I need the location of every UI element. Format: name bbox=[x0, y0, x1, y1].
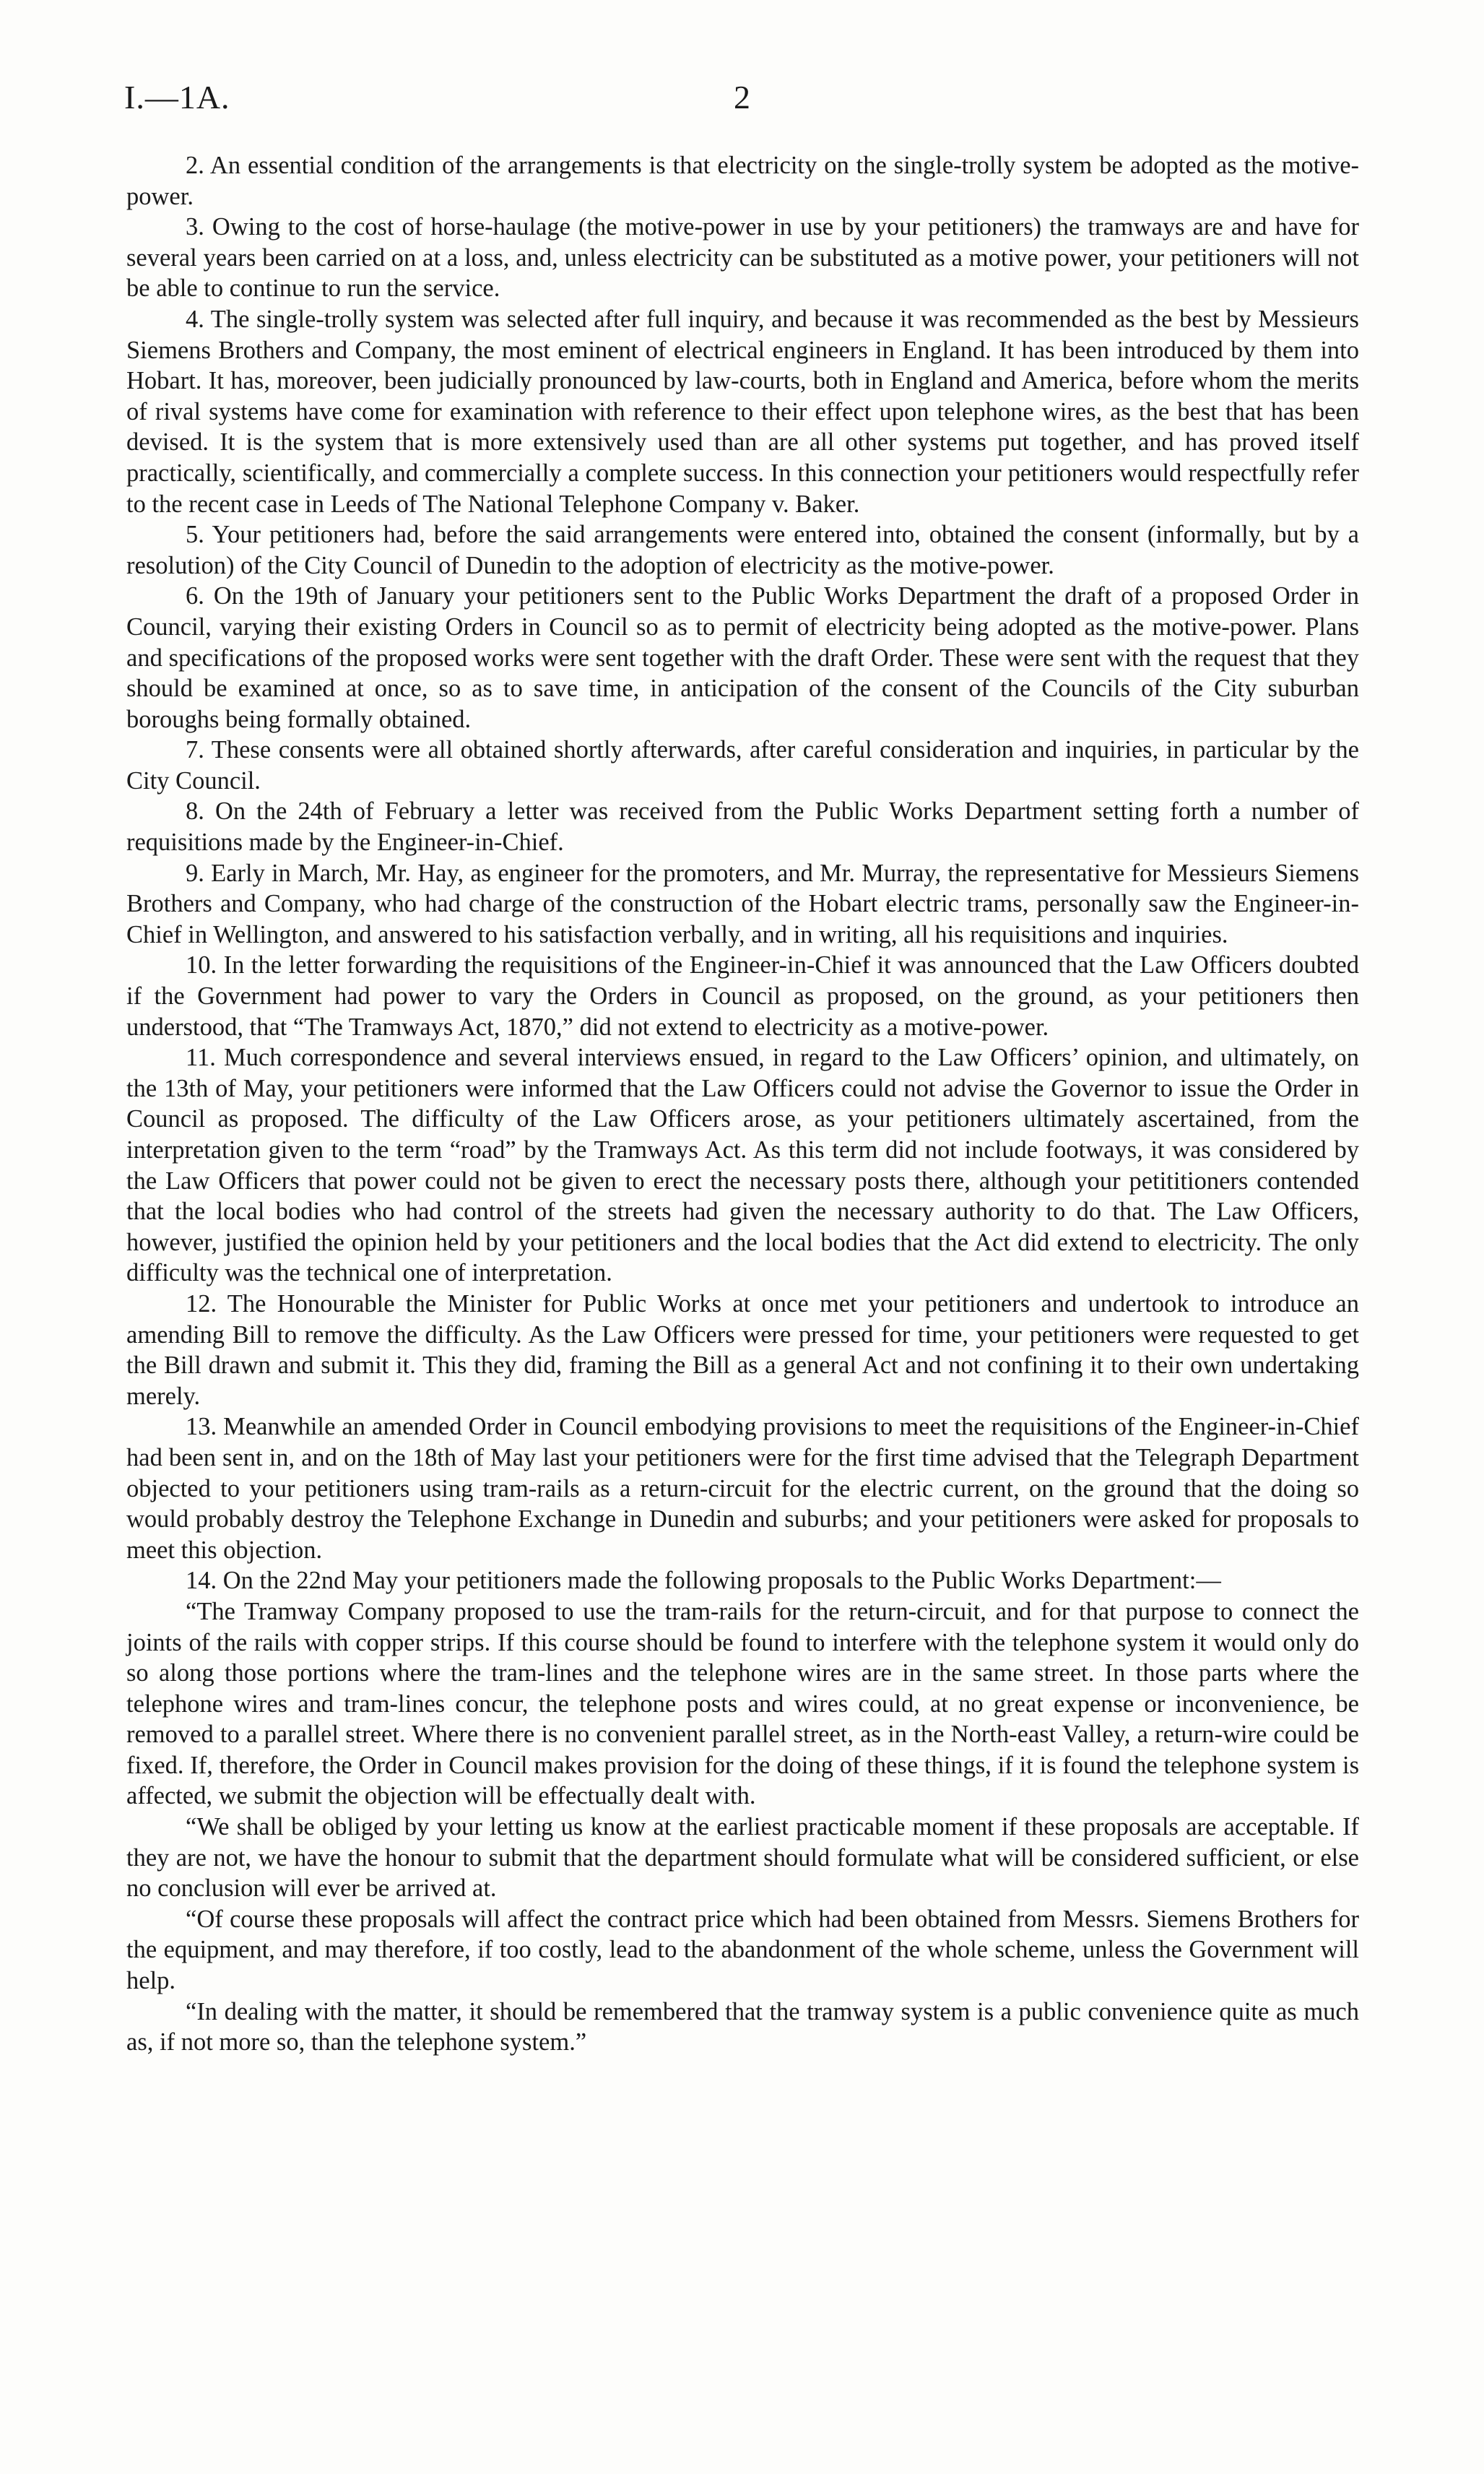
paragraph-10: 10. In the letter forwarding the requisitions of the Engineer-in-Chief it was announced that the Law Officers doubted if the Government had power to vary the Orders in Council as proposed, on the ground, as your petitioners then understood, that “The Tramways Act, 1870,” did not extend to electricity as a motive-power. bbox=[126, 951, 1359, 1041]
quoted-paragraph-1: “The Tramway Company proposed to use the tram-rails for the return-circuit, and for that purpose to connect the joints of the rails with copper strips. If this course should be found to interfere with the telephone system it would only do so along those portions where the tram-lines and the telephone wires are in the same street. In those parts where the telephone wires and tram-lines concur, the telephone posts and wires could, at no great expense or inconvenience, be removed to a parallel street. Where there is no convenient parallel street, as in the North-east Valley, a return-wire could be fixed. If, therefore, the Order in Council makes provision for the doing of these things, if it is found the telephone system is affected, we submit the objection will be effectually dealt with. bbox=[126, 1597, 1359, 1810]
paragraph-14: 14. On the 22nd May your petitioners made the following proposals to the Public Works Department:— bbox=[186, 1567, 1221, 1595]
quoted-paragraph-4: “In dealing with the matter, it should be remembered that the tramway system is a public convenience quite as much as, if not more so, than the telephone system.” bbox=[126, 1997, 1359, 2056]
paragraph-6: 6. On the 19th of January your petitioners sent to the Public Works Department the draft of a proposed Order in Council, varying their existing Orders in Council so as to permit of electricity being adopted as the motive-power. Plans and specifications of the proposed works were sent together with the draft Order. These were sent with the request that they should be examined at once, so as to save time, in anticipation of the consent of the Councils of the City suburban boroughs being formally obtained. bbox=[126, 582, 1359, 733]
paragraph-7: 7. These consents were all obtained shortly afterwards, after careful consideration and inquiries, in particular by the City Council. bbox=[126, 736, 1359, 795]
paragraph-5: 5. Your petitioners had, before the said arrangements were entered into, obtained the consent (informally, but by a resolution) of the City Council of Dunedin to the adoption of electricity as the motive-power. bbox=[126, 521, 1359, 579]
document-reference: I.—1A. bbox=[124, 79, 230, 116]
paragraph-12: 12. The Honourable the Minister for Public Works at once met your petitioners and undertook to introduce an amending Bill to remove the difficulty. As the Law Officers were pressed for time, your petitioners were requested to get the Bill drawn and submit it. This they did, framing the Bill as a general Act and not confining it to their own undertaking merely. bbox=[126, 1289, 1359, 1410]
page-header bbox=[124, 78, 1360, 129]
paragraph-3: 3. Owing to the cost of horse-haulage (the motive-power in use by your petitioners) the tramways are and have for several years been carried on at a loss, and, unless electricity can be substituted as a motive power, your petitioners will not be able to continue to run the service. bbox=[126, 213, 1359, 303]
body-text bbox=[126, 150, 1359, 2058]
page-number: 2 bbox=[734, 79, 750, 116]
quoted-paragraph-3: “Of course these proposals will affect the contract price which had been obtained from Messrs. Siemens Brothers for the equipment, and may therefore, if too costly, lead to the abandonment of the whole scheme, unless the Government will help. bbox=[126, 1905, 1359, 1995]
paragraph-4: 4. The single-trolly system was selected after full inquiry, and because it was recommended as the best by Messieurs Siemens Brothers and Company, the most eminent of electrical engineers in England. It has been introduced by them into Hobart. It has, moreover, been judicially pronounced by law-courts, both in England and America, before whom the merits of rival systems have come for examination with reference to their effect upon telephone wires, as the best that has been devised. It is the system that is more extensively used than are all other systems put together, and has proved itself practically, scientifically, and commercially a complete success. In this connection your petitioners would respectfully refer to the recent case in Leeds of The National Telephone Company v. Baker. bbox=[126, 305, 1359, 518]
paragraph-13: 13. Meanwhile an amended Order in Council embodying provisions to meet the requisitions of the Engineer-in-Chief had been sent in, and on the 18th of May last your petitioners were for the first time advised that the Telegraph Department objected to your petitioners using tram-rails as a return-circuit for the electric current, on the ground that the doing so would probably destroy the Telephone Exchange in Dunedin and suburbs; and your petitioners were asked for proposals to meet this objection. bbox=[126, 1413, 1359, 1564]
paragraph-9: 9. Early in March, Mr. Hay, as engineer for the promoters, and Mr. Murray, the representative for Messieurs Siemens Brothers and Company, who had charge of the construction of the Hobart electric trams, personally saw the Engineer-in-Chief in Wellington, and answered to his satisfaction verbally, and in writing, all his requisitions and inquiries. bbox=[126, 859, 1359, 948]
paragraph-11: 11. Much correspondence and several interviews ensued, in regard to the Law Officers’ opinion, and ultimately, on the 13th of May, your petitioners were informed that the Law Officers could not advise the Governor to issue the Order in Council as proposed. The difficulty of the Law Officers arose, as your petitioners ultimately ascertained, from the interpretation given to the term “road” by the Tramways Act. As this term did not include footways, it was considered by the Law Officers that power could not be given to erect the necessary posts there, although your petititioners contended that the local bodies who had control of the streets had given the necessary authority to do that. The Law Officers, however, justified the opinion held by your petitioners and the local bodies that the Act did extend to electricity. The only difficulty was the technical one of interpretation. bbox=[126, 1044, 1359, 1287]
quoted-paragraph-2: “We shall be obliged by your letting us know at the earliest practicable moment if these proposals are acceptable. If they are not, we have the honour to submit that the department should formulate what will be considered sufficient, or else no conclusion will ever be arrived at. bbox=[126, 1813, 1359, 1903]
paragraph-2: 2. An essential condition of the arrangements is that electricity on the single-trolly system be adopted as the motive-power. bbox=[126, 152, 1359, 210]
paragraph-8: 8. On the 24th of February a letter was received from the Public Works Department setting forth a number of requisitions made by the Engineer-in-Chief. bbox=[126, 797, 1359, 857]
